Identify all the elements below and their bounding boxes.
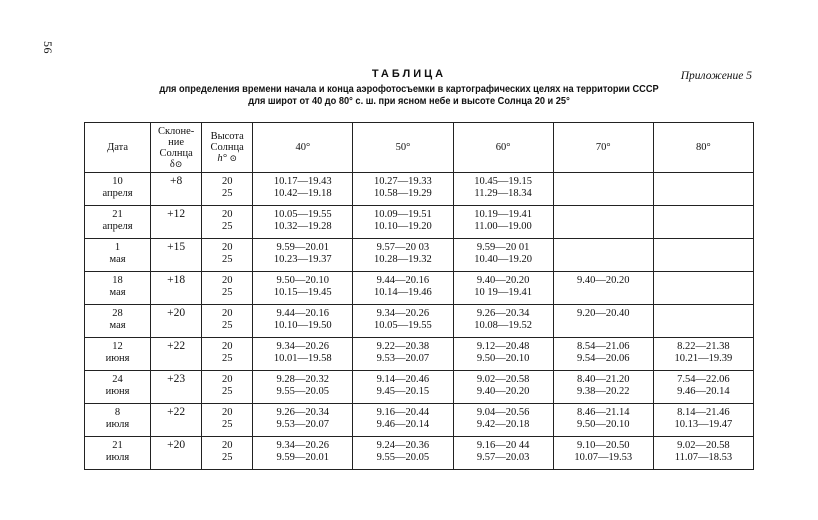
table-row: [85, 404, 754, 437]
time-range-alt-25: 9.53—20.07: [376, 352, 430, 364]
time-range-alt-20: 9.14—20.46: [376, 374, 430, 385]
time-range-alt-20: 9.16—20.44: [376, 407, 430, 418]
time-range-alt-20: 10.27—19.33: [374, 176, 432, 187]
altitude-cell: [202, 437, 253, 470]
header-altitude-symbol: [202, 153, 252, 164]
altitude-value: 25: [221, 253, 233, 265]
time-range-alt-20: 9.16—20 44: [476, 440, 530, 451]
time-range-alt-20: 9.04—20.56: [476, 407, 530, 418]
altitude-cell: [202, 305, 253, 338]
date-day: 10: [112, 176, 123, 187]
table-row: [85, 272, 754, 305]
date-day: 24: [112, 374, 123, 385]
date-month: июля: [105, 418, 130, 430]
time-cell-lat-40: [253, 338, 353, 371]
header-declination-line: Склоне-: [157, 125, 195, 137]
altitude-cell: [202, 206, 253, 239]
time-range-alt-25: 11.00—19.00: [474, 220, 532, 232]
time-cell-lat-40: [253, 404, 353, 437]
header-row: [85, 123, 754, 173]
date-month: апреля: [102, 220, 133, 232]
time-range-alt-20: 9.20—20.40: [576, 308, 630, 319]
time-range-alt-25: 9.59—20.01: [276, 451, 330, 463]
date-day: 28: [112, 308, 123, 319]
sun-symbol-icon: ⊙: [174, 158, 183, 169]
time-range-alt-25: 10.23—19.37: [273, 253, 332, 265]
time-range-alt-25: 11.07—18.53: [674, 451, 733, 463]
time-range-alt-20: 9.28—20.32: [276, 374, 330, 385]
time-range-alt-20: 8.40—21.20: [576, 374, 630, 385]
date-month: мая: [109, 286, 126, 298]
time-cell-lat-80: [653, 305, 753, 338]
time-range-alt-20: 9.40—20.20: [476, 275, 530, 286]
date-day: 1: [114, 242, 121, 253]
appendix-label: Приложение 5: [680, 70, 752, 82]
time-range-alt-20: 10.09—19.51: [374, 209, 432, 220]
time-range-alt-20: 8.46—21.14: [576, 407, 630, 418]
time-range-alt-20: 10.17—19.43: [273, 176, 332, 187]
time-range-alt-25: 9.57—20.03: [476, 451, 530, 463]
table-row: [85, 305, 754, 338]
time-range-alt-25: 9.54—20.06: [576, 352, 630, 364]
altitude-value: 20: [221, 374, 233, 385]
time-range-alt-25: 10.14—19.46: [374, 286, 432, 298]
time-cell-lat-50: [353, 173, 453, 206]
time-range-alt-25: 9.38—20.22: [576, 385, 630, 397]
altitude-value: 20: [221, 176, 233, 187]
table-row: [85, 437, 754, 470]
time-cell-lat-50: [353, 272, 453, 305]
date-day: 21: [112, 440, 123, 451]
time-cell-lat-40: [253, 437, 353, 470]
time-range-alt-25: 9.55—20.05: [376, 451, 430, 463]
time-range-alt-25: 10.07—19.53: [574, 451, 633, 463]
header-lat-40: 40°: [253, 123, 353, 173]
altitude-value: 25: [221, 286, 233, 298]
time-cell-lat-80: [653, 371, 753, 404]
date-month: мая: [109, 253, 126, 265]
declination-cell: +15: [151, 239, 202, 272]
header-altitude: [202, 123, 253, 173]
date-month: мая: [109, 319, 126, 331]
date-cell: [85, 206, 151, 239]
time-range-alt-25: 9.50—20.10: [476, 352, 530, 364]
time-range-alt-20: 10.45—19.15: [474, 176, 532, 187]
time-range-alt-20: 9.59—20.01: [276, 242, 330, 253]
time-range-alt-25: 10.15—19.45: [273, 286, 332, 298]
time-range-alt-20: 10.19—19.41: [474, 209, 532, 220]
altitude-value: 25: [221, 385, 233, 397]
time-range-alt-25: 11.29—18.34: [474, 187, 532, 199]
altitude-cell: [202, 272, 253, 305]
declination-cell: +12: [151, 206, 202, 239]
table-row: [85, 239, 754, 272]
time-cell-lat-60: [453, 338, 553, 371]
date-cell: [85, 371, 151, 404]
date-cell: [85, 404, 151, 437]
declination-cell: +20: [151, 437, 202, 470]
time-range-alt-25: 10.32—19.28: [273, 220, 332, 232]
time-cell-lat-60: [453, 173, 553, 206]
date-day: 21: [112, 209, 123, 220]
time-range-alt-20: 9.02—20.58: [476, 374, 530, 385]
time-range-alt-25: 9.40—20.20: [476, 385, 530, 397]
time-range-alt-20: 9.24—20.36: [376, 440, 430, 451]
time-range-alt-20: 9.44—20.16: [376, 275, 430, 286]
altitude-value: 25: [221, 220, 233, 232]
time-cell-lat-70: [553, 404, 653, 437]
date-cell: [85, 239, 151, 272]
time-cell-lat-80: [653, 437, 753, 470]
declination-cell: +8: [151, 173, 202, 206]
time-range-alt-25: 9.46—20.14: [376, 418, 430, 430]
aerial-survey-time-table: [84, 122, 754, 470]
altitude-value: 25: [221, 352, 233, 364]
date-month: июля: [105, 451, 130, 463]
date-month: июня: [105, 385, 130, 397]
altitude-value: 20: [221, 209, 233, 220]
time-range-alt-20: 8.14—21.46: [677, 407, 730, 418]
time-cell-lat-60: [453, 371, 553, 404]
time-cell-lat-50: [353, 338, 453, 371]
time-range-alt-25: 10.21—19.39: [674, 352, 733, 364]
table-subtitle: [49, 83, 769, 107]
time-cell-lat-80: [653, 272, 753, 305]
time-range-alt-20: 9.50—20.10: [276, 275, 330, 286]
header-altitude-line: Солнца: [210, 142, 244, 153]
time-range-alt-25: 9.50—20.10: [576, 418, 630, 430]
table-row: [85, 371, 754, 404]
time-cell-lat-50: [353, 437, 453, 470]
header-lat-70: 70°: [553, 123, 653, 173]
subtitle-line-1: для определения времени начала и конца аэрофотосъемки в картографических целях на территории СССР: [159, 83, 659, 95]
time-cell-lat-50: [353, 239, 453, 272]
time-range-alt-20: 10.05—19.55: [273, 209, 332, 220]
time-cell-lat-50: [353, 404, 453, 437]
time-range-alt-25: 9.53—20.07: [276, 418, 330, 430]
altitude-value: 25: [221, 451, 233, 463]
time-range-alt-20: 9.22—20.38: [376, 341, 430, 352]
date-day: 12: [112, 341, 123, 352]
time-cell-lat-80: [653, 338, 753, 371]
header-altitude-line: Высота: [210, 131, 244, 142]
delta-symbol: δ: [169, 158, 175, 170]
time-cell-lat-60: [453, 404, 553, 437]
time-range-alt-25: 10.42—19.18: [273, 187, 332, 199]
time-cell-lat-40: [253, 173, 353, 206]
time-cell-lat-40: [253, 272, 353, 305]
header-declination: [151, 123, 202, 173]
header-lat-80: 80°: [653, 123, 753, 173]
date-day: 8: [114, 407, 121, 418]
time-range-alt-20: 7.54—22.06: [677, 374, 730, 385]
time-range-alt-25: 9.42—20.18: [476, 418, 530, 430]
time-cell-lat-70: [553, 239, 653, 272]
time-range-alt-20: 9.12—20.48: [476, 341, 530, 352]
time-range-alt-20: 9.40—20.20: [576, 275, 630, 286]
time-range-alt-25: 10.10—19.50: [273, 319, 332, 331]
time-range-alt-25: 10 19—19.41: [474, 286, 532, 298]
time-range-alt-25: 10.28—19.32: [374, 253, 432, 265]
time-cell-lat-70: [553, 173, 653, 206]
altitude-value: 25: [221, 418, 233, 430]
altitude-cell: [202, 338, 253, 371]
time-cell-lat-40: [253, 206, 353, 239]
time-cell-lat-70: [553, 437, 653, 470]
time-range-alt-20: 9.34—20.26: [376, 308, 430, 319]
table-title: ТАБЛИЦА: [371, 68, 447, 80]
time-range-alt-25: 10.05—19.55: [374, 319, 432, 331]
date-cell: [85, 173, 151, 206]
header-date: Дата: [85, 123, 151, 173]
table-row: [85, 173, 754, 206]
time-range-alt-20: 9.57—20 03: [376, 242, 430, 253]
h-degree-symbol: h°: [217, 153, 227, 164]
time-range-alt-25: 9.45—20.15: [376, 385, 430, 397]
time-cell-lat-60: [453, 272, 553, 305]
declination-cell: +22: [151, 338, 202, 371]
header-declination-line: ние: [168, 136, 185, 148]
declination-cell: +20: [151, 305, 202, 338]
time-range-alt-25: 10.58—19.29: [374, 187, 432, 199]
time-cell-lat-70: [553, 272, 653, 305]
time-cell-lat-60: [453, 437, 553, 470]
time-range-alt-20: 9.34—20.26: [276, 341, 330, 352]
time-cell-lat-80: [653, 206, 753, 239]
altitude-value: 20: [221, 407, 233, 418]
altitude-cell: [202, 173, 253, 206]
altitude-value: 25: [221, 187, 233, 199]
time-range-alt-25: 9.46—20.14: [677, 385, 730, 397]
page-number: 56: [41, 41, 55, 54]
time-cell-lat-70: [553, 338, 653, 371]
time-cell-lat-50: [353, 305, 453, 338]
time-range-alt-20: 9.02—20.58: [677, 440, 730, 451]
time-range-alt-20: 9.59—20 01: [476, 242, 530, 253]
time-range-alt-25: 10.13—19.47: [674, 418, 733, 430]
time-range-alt-20: 8.54—21.06: [576, 341, 630, 352]
altitude-cell: [202, 239, 253, 272]
subtitle-line-2: для широт от 40 до 80° с. ш. при ясном небе и высоте Солнца 20 и 25°: [248, 95, 570, 107]
declination-cell: +18: [151, 272, 202, 305]
altitude-value: 20: [221, 242, 233, 253]
altitude-value: 20: [221, 275, 233, 286]
time-cell-lat-70: [553, 371, 653, 404]
date-cell: [85, 437, 151, 470]
table-body: [85, 173, 754, 470]
time-cell-lat-60: [453, 206, 553, 239]
time-range-alt-20: 9.26—20.34: [476, 308, 530, 319]
date-month: июня: [105, 352, 130, 364]
time-cell-lat-50: [353, 206, 453, 239]
table-row: [85, 338, 754, 371]
date-cell: [85, 305, 151, 338]
time-cell-lat-80: [653, 173, 753, 206]
declination-cell: +23: [151, 371, 202, 404]
time-cell-lat-70: [553, 206, 653, 239]
time-cell-lat-50: [353, 371, 453, 404]
time-range-alt-20: 9.34—20.26: [276, 440, 330, 451]
time-cell-lat-60: [453, 239, 553, 272]
date-cell: [85, 272, 151, 305]
altitude-value: 20: [221, 308, 233, 319]
header-lat-50: 50°: [353, 123, 453, 173]
time-cell-lat-40: [253, 239, 353, 272]
time-range-alt-25: 10.01—19.58: [273, 352, 332, 364]
altitude-cell: [202, 404, 253, 437]
header-declination-symbol: [151, 159, 201, 170]
time-range-alt-20: 8.22—21.38: [677, 341, 730, 352]
time-range-alt-25: 10.40—19.20: [474, 253, 532, 265]
time-range-alt-20: 9.44—20.16: [276, 308, 330, 319]
time-range-alt-20: 9.26—20.34: [276, 407, 330, 418]
time-cell-lat-60: [453, 305, 553, 338]
time-cell-lat-80: [653, 404, 753, 437]
date-cell: [85, 338, 151, 371]
table-row: [85, 206, 754, 239]
date-day: 18: [112, 275, 123, 286]
time-cell-lat-70: [553, 305, 653, 338]
time-cell-lat-40: [253, 305, 353, 338]
time-range-alt-25: 10.10—19.20: [374, 220, 432, 232]
declination-cell: +22: [151, 404, 202, 437]
time-range-alt-25: 9.55—20.05: [276, 385, 330, 397]
altitude-cell: [202, 371, 253, 404]
altitude-value: 20: [221, 440, 233, 451]
header-declination-line: Солнца: [159, 147, 193, 159]
time-cell-lat-40: [253, 371, 353, 404]
altitude-value: 20: [221, 341, 233, 352]
altitude-value: 25: [221, 319, 233, 331]
header-lat-60: 60°: [453, 123, 553, 173]
date-month: апреля: [102, 187, 133, 199]
sun-symbol-icon: ⊙: [229, 153, 237, 163]
time-range-alt-25: 10.08—19.52: [474, 319, 532, 331]
time-range-alt-20: 9.10—20.50: [576, 440, 630, 451]
time-cell-lat-80: [653, 239, 753, 272]
